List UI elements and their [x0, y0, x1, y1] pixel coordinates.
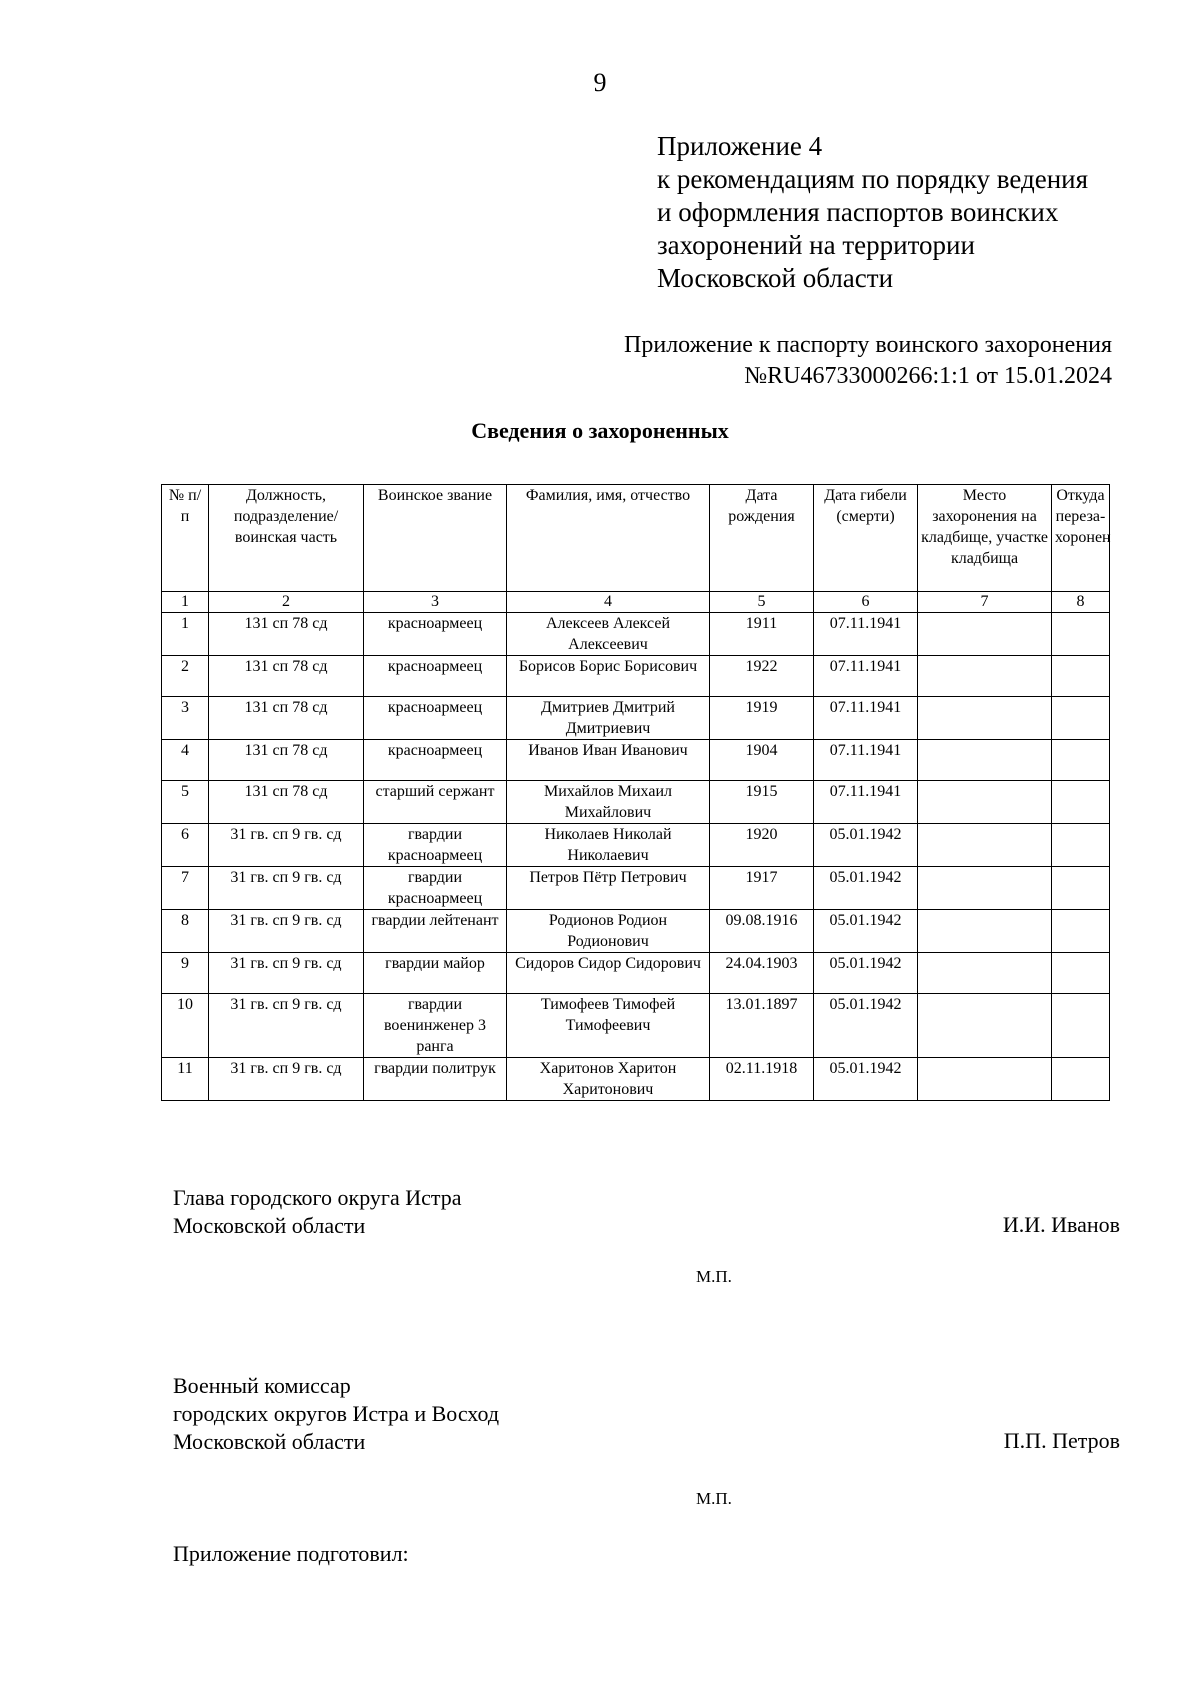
column-number: 4 [507, 592, 710, 613]
signature-title-line: Военный комиссар [173, 1373, 351, 1398]
cell-died: 07.11.1941 [814, 781, 918, 824]
cell-number: 5 [162, 781, 209, 824]
table-row [162, 953, 1110, 994]
column-number: 7 [918, 592, 1052, 613]
cell-unit: 131 сп 78 сд [209, 740, 364, 781]
cell-died: 07.11.1941 [814, 740, 918, 781]
signature-1-title [173, 1184, 462, 1240]
appendix-line: Московской области [657, 263, 894, 293]
signature-title-line: Глава городского округа Истра [173, 1185, 462, 1210]
cell-number: 2 [162, 656, 209, 697]
cell-born: 09.08.1916 [710, 910, 814, 953]
signature-title-line: Московской области [173, 1429, 366, 1454]
column-number-row [162, 592, 1110, 613]
cell-from [1052, 656, 1110, 697]
cell-born: 02.11.1918 [710, 1058, 814, 1101]
cell-place [918, 994, 1052, 1058]
header-cell: Воинское звание [364, 485, 507, 592]
table-row [162, 1058, 1110, 1101]
cell-rank: гвардии красноармеец [364, 867, 507, 910]
column-number: 1 [162, 592, 209, 613]
cell-born: 24.04.1903 [710, 953, 814, 994]
cell-number: 9 [162, 953, 209, 994]
cell-died: 05.01.1942 [814, 994, 918, 1058]
header-cell: Дата гибели (смерти) [814, 485, 918, 592]
cell-born: 1904 [710, 740, 814, 781]
burials-table [161, 484, 1110, 1101]
cell-unit: 131 сп 78 сд [209, 613, 364, 656]
signature-title-line: Московской области [173, 1213, 366, 1238]
table-row [162, 656, 1110, 697]
appendix-line: захоронений на территории [657, 230, 975, 260]
cell-unit: 31 гв. сп 9 гв. сд [209, 910, 364, 953]
cell-place [918, 824, 1052, 867]
cell-born: 1919 [710, 697, 814, 740]
signature-2-name: П.П. Петров [1003, 1428, 1120, 1453]
cell-from [1052, 781, 1110, 824]
stamp-placeholder-1: М.П. [696, 1267, 732, 1286]
cell-name: Николаев Николай Николаевич [507, 824, 710, 867]
appendix-line: к рекомендациям по порядку ведения [657, 164, 1089, 194]
cell-from [1052, 867, 1110, 910]
header-cell: Должность, подразделение/ воинская часть [209, 485, 364, 592]
cell-number: 6 [162, 824, 209, 867]
cell-unit: 131 сп 78 сд [209, 697, 364, 740]
cell-name: Борисов Борис Борисович [507, 656, 710, 697]
cell-number: 11 [162, 1058, 209, 1101]
cell-born: 1920 [710, 824, 814, 867]
cell-number: 8 [162, 910, 209, 953]
cell-name: Тимофеев Тимофей Тимофеевич [507, 994, 710, 1058]
cell-number: 4 [162, 740, 209, 781]
appendix-line: и оформления паспортов воинских [657, 197, 1059, 227]
cell-rank: гвардии политрук [364, 1058, 507, 1101]
passport-reference [624, 330, 1112, 392]
cell-rank: красноармеец [364, 613, 507, 656]
cell-rank: старший сержант [364, 781, 507, 824]
table-row [162, 910, 1110, 953]
page-number: 9 [593, 68, 607, 97]
cell-born: 1917 [710, 867, 814, 910]
cell-born: 1911 [710, 613, 814, 656]
table-row [162, 867, 1110, 910]
cell-name: Родионов Родион Родионович [507, 910, 710, 953]
column-number: 8 [1052, 592, 1110, 613]
cell-from [1052, 613, 1110, 656]
cell-place [918, 613, 1052, 656]
cell-place [918, 740, 1052, 781]
cell-from [1052, 910, 1110, 953]
passport-ref-number: №RU46733000266:1:1 от 15.01.2024 [744, 363, 1112, 389]
header-cell: Откуда переза- хоронен [1052, 485, 1110, 592]
appendix-heading [657, 130, 1088, 295]
cell-place [918, 1058, 1052, 1101]
cell-born: 13.01.1897 [710, 994, 814, 1058]
cell-died: 05.01.1942 [814, 910, 918, 953]
cell-died: 05.01.1942 [814, 1058, 918, 1101]
cell-unit: 131 сп 78 сд [209, 656, 364, 697]
header-cell: Место захоронения на кладбище, участке кладбища [918, 485, 1052, 592]
cell-name: Алексеев Алексей Алексеевич [507, 613, 710, 656]
header-cell: Фамилия, имя, отчество [507, 485, 710, 592]
cell-place [918, 910, 1052, 953]
table-row [162, 697, 1110, 740]
cell-born: 1922 [710, 656, 814, 697]
cell-unit: 31 гв. сп 9 гв. сд [209, 953, 364, 994]
column-number: 3 [364, 592, 507, 613]
cell-place [918, 953, 1052, 994]
passport-ref-line: Приложение к паспорту воинского захоронения [624, 332, 1112, 358]
cell-number: 7 [162, 867, 209, 910]
cell-unit: 31 гв. сп 9 гв. сд [209, 994, 364, 1058]
cell-from [1052, 824, 1110, 867]
prepared-by-label: Приложение подготовил: [173, 1541, 409, 1566]
cell-name: Петров Пётр Петрович [507, 867, 710, 910]
table-title: Сведения о захороненных [471, 418, 729, 443]
cell-name: Михайлов Михаил Михайлович [507, 781, 710, 824]
signature-title-line: городских округов Истра и Восход [173, 1401, 500, 1426]
signature-1-name: И.И. Иванов [1002, 1212, 1120, 1237]
cell-unit: 31 гв. сп 9 гв. сд [209, 867, 364, 910]
cell-place [918, 781, 1052, 824]
signature-2-title [173, 1372, 499, 1456]
cell-number: 1 [162, 613, 209, 656]
stamp-placeholder-2: М.П. [696, 1489, 732, 1508]
cell-died: 05.01.1942 [814, 867, 918, 910]
cell-unit: 31 гв. сп 9 гв. сд [209, 1058, 364, 1101]
appendix-line: Приложение 4 [657, 131, 823, 161]
table-row [162, 824, 1110, 867]
cell-died: 07.11.1941 [814, 656, 918, 697]
cell-died: 05.01.1942 [814, 824, 918, 867]
column-number: 5 [710, 592, 814, 613]
cell-from [1052, 740, 1110, 781]
cell-place [918, 697, 1052, 740]
cell-number: 10 [162, 994, 209, 1058]
cell-unit: 131 сп 78 сд [209, 781, 364, 824]
cell-number: 3 [162, 697, 209, 740]
cell-name: Сидоров Сидор Сидорович [507, 953, 710, 994]
cell-rank: гвардии лейтенант [364, 910, 507, 953]
header-cell: Дата рождения [710, 485, 814, 592]
table-row [162, 781, 1110, 824]
cell-unit: 31 гв. сп 9 гв. сд [209, 824, 364, 867]
cell-rank: гвардии военинженер 3 ранга [364, 994, 507, 1058]
cell-rank: гвардии майор [364, 953, 507, 994]
cell-name: Харитонов Харитон Харитонович [507, 1058, 710, 1101]
cell-from [1052, 994, 1110, 1058]
cell-name: Иванов Иван Иванович [507, 740, 710, 781]
cell-born: 1915 [710, 781, 814, 824]
cell-died: 07.11.1941 [814, 697, 918, 740]
cell-place [918, 867, 1052, 910]
cell-died: 05.01.1942 [814, 953, 918, 994]
cell-from [1052, 697, 1110, 740]
cell-rank: красноармеец [364, 656, 507, 697]
cell-died: 07.11.1941 [814, 613, 918, 656]
column-number: 2 [209, 592, 364, 613]
cell-name: Дмитриев Дмитрий Дмитриевич [507, 697, 710, 740]
table-row [162, 740, 1110, 781]
table-row [162, 613, 1110, 656]
cell-rank: красноармеец [364, 697, 507, 740]
cell-rank: красноармеец [364, 740, 507, 781]
column-number: 6 [814, 592, 918, 613]
table-header-row [162, 485, 1110, 592]
cell-place [918, 656, 1052, 697]
cell-from [1052, 1058, 1110, 1101]
header-cell: № п/п [162, 485, 209, 592]
cell-from [1052, 953, 1110, 994]
cell-rank: гвардии красноармеец [364, 824, 507, 867]
table-row [162, 994, 1110, 1058]
